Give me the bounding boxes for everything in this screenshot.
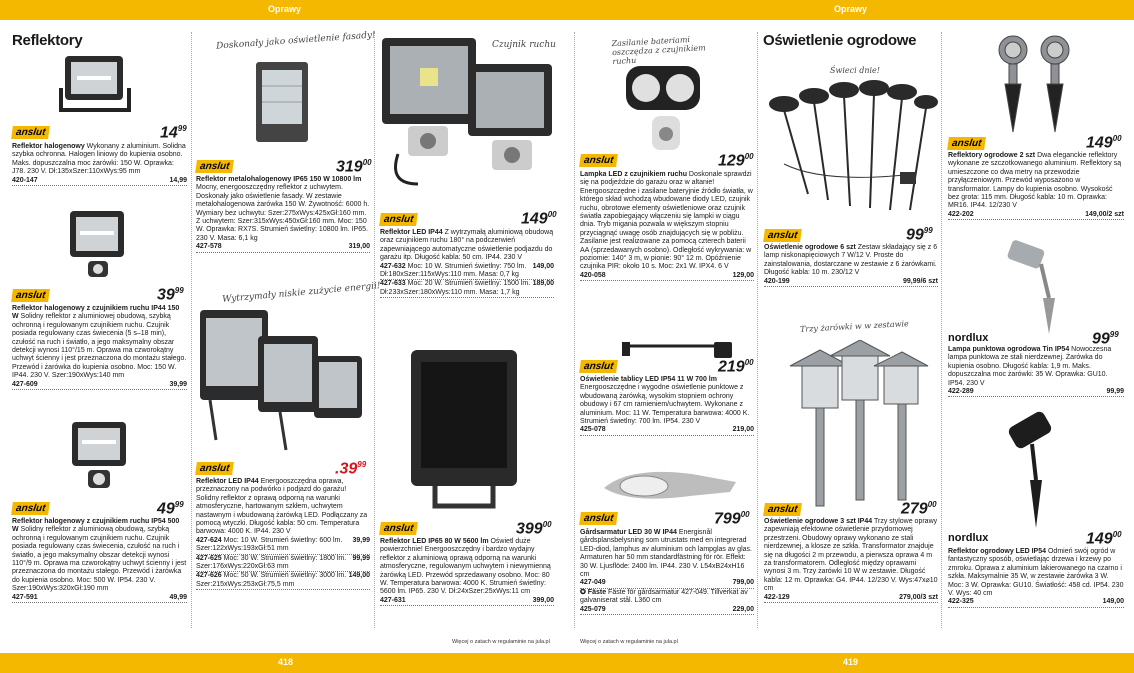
price-p3: $49^{99}$ <box>157 500 184 518</box>
product-name: Lampa punktowa ogrodowa Tin IP54 <box>948 346 1070 353</box>
product-name: Reflektor LED IP65 80 W 5600 lm <box>380 538 489 545</box>
top-band <box>0 0 1134 20</box>
product-led-battery <box>580 171 754 281</box>
product-row: 427-632 Moc: 10 W. Strumień świetlny: 750 lm. Dł:180xSzer:115xWys:110 mm. Masa: 0,7 kg 149,00 <box>380 263 554 281</box>
halogen-sensor-image <box>60 205 140 285</box>
product-row: 422-129 279,00/3 szt <box>764 594 938 603</box>
product-name: Reflektor halogenowy z czujnikiem ruchu IP44 150 W <box>12 305 180 321</box>
product-halogen <box>12 143 187 186</box>
product-led-ip44 <box>196 478 370 590</box>
product-garden-6 <box>764 244 938 287</box>
product-desc: Mocny, energooszczędny reflektor z uchwytem. Doskonały jako oświetlenie fasady. W zestawie metalohalogenowa żarówka 150 W. Żywotność: 6000 h. Wymiary bez uchwytu: Szer:275xWys:425xGł:160 mm. Z uchwytem: Szer:315xWys:450xGł:160 mm. Moc: 150 W. Oprawka: RX7S. Strumień świetlny: 10800 lm. IP65. 230 V. Masa: 6,1 kg <box>196 184 370 242</box>
product-sign-light <box>580 376 754 436</box>
brand-logo: nordlux <box>948 332 989 344</box>
divider <box>191 32 192 628</box>
brand-logo: anslut <box>763 229 802 242</box>
section-title-ogrodowe: Oświetlenie ogrodowe <box>763 32 917 49</box>
product-desc: Solidny reflektor z aluminiową obudową, szybką ochronną i regulowanym czujnikiem ruchu. Czujnik posiada regulowany czas świecenia, czułość na ruch i światło, a jego maksymalny obszar detekcji wynosi 110°/9 m. Oprawa ma czworokątny uchwyt ścienny i jest przeznaczona do montażu stałego. Przewód i żarówka do kupienia osobno. Moc: 500 W. IP54. 230 V. Szer:190xWys:320xGł:190 mm <box>12 526 187 593</box>
price-p4: $319^{00}$ <box>336 158 372 176</box>
section-title-reflektory: Reflektory <box>12 32 83 49</box>
brand-logo: anslut <box>379 213 418 226</box>
product-desc: Z wytrzymałą aluminiową obudową oraz czujnikiem ruchu 180° na podczerwień zapewniającego automatyczne oświetlenie podjazdu do garażu itp. Długość kabla: 50 cm. IP44. 230 V <box>380 229 554 262</box>
price-p14: $99^{99}$ <box>1092 330 1119 348</box>
price-p7: $399^{00}$ <box>516 520 552 538</box>
footer-note: Więcej o zatach w regulaminie na jula.pl <box>580 639 678 645</box>
product-row: 420-058 129,00 <box>580 272 754 281</box>
product-row: 427-578 319,00 <box>196 243 370 252</box>
product-row: 427-049 799,00 <box>580 579 754 588</box>
product-halogen-sensor <box>12 305 187 390</box>
product-row: 427-591 49,99 <box>12 594 187 603</box>
divider <box>757 32 758 628</box>
bottom-band <box>0 653 1134 673</box>
garden-spotlights-2-image <box>985 32 1085 142</box>
product-row: 427-625 Moc: 30 W. Strumień świetlny: 1800 lm. Szer:176xWys:220xGł:63 mm 99,99 <box>196 555 370 573</box>
price-p13: $149^{00}$ <box>1086 134 1122 152</box>
brand-logo: anslut <box>579 360 618 373</box>
brand-logo: anslut <box>11 126 50 139</box>
price-p10: $799^{00}$ <box>714 510 750 528</box>
brand-logo: anslut <box>11 502 50 515</box>
handwritten-note: Trzy żarówki w w zestawie <box>799 319 909 334</box>
led-garden-spot-image <box>1000 410 1080 535</box>
product-desc: Odmień swój ogród w fantastyczny sposób, oświetlając drzewa i krzewy po zmroku. Oprawa z aluminium lakierowanego na czarno i szkła. Maksymalnie 35 W, w zestawie żarówka 3 W. Moc: 3 W. Oprawka: GU10. Światłość: 458 cd. IP54. 230 V. Wys: 40 cm <box>948 548 1124 598</box>
product-desc: Nowoczesna lampa punktowa ze stali nierdzewnej. Żarówka do kupienia osobno. Długość kabla: 1,9 m. Maks. dopuszczalna moc żarówki: 35 W. Oprawka: GU10. IP54. 230 V <box>948 346 1112 387</box>
price-p12: $279^{00}$ <box>901 500 937 518</box>
product-name: Gårdsarmatur LED 30 W IP44 <box>580 529 677 536</box>
price-p8: $129^{00}$ <box>718 152 754 170</box>
product-halogen-500w <box>12 518 187 603</box>
product-name: Oświetlenie ogrodowe 6 szt <box>764 244 856 251</box>
divider <box>941 32 942 628</box>
product-name: Reflektor ogrodowy LED IP54 <box>948 548 1047 555</box>
product-name: Reflektor LED IP44 <box>380 229 443 236</box>
product-name: Reflektor LED IP44 <box>196 478 259 485</box>
handwritten-note: Doskonały jako oświetlenie fasady! <box>215 30 376 52</box>
price-p2: $39^{99}$ <box>157 286 184 304</box>
product-name: Reflektory ogrodowe 2 szt <box>948 152 1036 159</box>
halogen-floodlight-image <box>55 48 135 118</box>
price-p9: $219^{00}$ <box>718 358 754 376</box>
product-row: 427-633 Moc: 20 W. Strumień świetlny: 1500 lm. Dł:233xSzer:180xWys:110 mm. Masa: 1,7 kg 189,00 <box>380 280 554 298</box>
price-p15: $149^{00}$ <box>1086 530 1122 548</box>
product-desc: Oświetl duże powierzchnie! Energooszczędny i bardzo wydajny reflektor z aluminiową oprawą odporną na warunki atmosferyczne, regulowanym uchwytem i niewymienną żarówką LED. Przewód sprzedawany osobno. Moc: 80 W. Temperatura barwowa: 4000 K. Strumień świetlny: 5600 lm. IP65. 230 V. Dł:24xSzer:25xWys:11 cm <box>380 538 551 596</box>
brand-logo: anslut <box>11 289 50 302</box>
product-row: 427-624 Moc: 10 W. Strumień świetlny: 600 lm. Szer:122xWys:193xGł:51 mm 39,99 <box>196 537 370 555</box>
header-right: Oprawy <box>834 4 868 14</box>
product-desc: Zestaw składający się z 6 lamp niskonapięciowych 7 W/12 V. Proste do zainstalowania, dostarczane w zestawie z 6 żarówkami. Długość kabla: 10 m. 230/12 V <box>764 244 938 277</box>
led-battery-lamp-image <box>620 62 710 162</box>
handwritten-note: Wytrzymały niskie zużycie energii! <box>221 281 381 305</box>
page-number-left: 418 <box>278 657 294 667</box>
product-led-sensor <box>380 229 554 298</box>
garden-lights-3-image <box>780 340 930 510</box>
product-row: 422-202 149,00/2 szt <box>948 211 1124 220</box>
product-row: 425-079 229,00 <box>580 606 754 615</box>
product-desc: Energisnål gårdsplansbelysning som utrustats med en integrerad LED-diod, lamphus av aluminium och lampglas av glas. Armaturen har 50 mm standardfästning för rör. Effekt: 30 W. Ljusflöde: 2400 lm. IP44. 230 V. L54xB24xH16 cm <box>580 529 752 579</box>
led-sensor-floodlights-image <box>378 34 572 194</box>
product-name: Oświetlenie tablicy LED IP54 11 W 700 lm <box>580 376 717 383</box>
brand-logo: anslut <box>579 154 618 167</box>
product-desc: Doskonale sprawdzi się na podjeździe do garażu oraz w altanie! Energooszczędne i zasilane bateryjnie źródło światła, w którego skład wchodzą wbudowane diody LED, czujnik ruchu, obrotowe elementy oświetleniowe oraz czujnik światła zapobiegający włączeniu się lampki w ciągu dnia. Tryb migania pozwala w większym stopniu przyciągnąć uwagę osób znajdujących się w pobliżu. Zasilanie jest realizowane za pomocą czterech baterii AA (sprzedawanych osobno). Odległość wykrywania: w poziomie: 140° 3 m, w pionie: 90° 12 m. Opóźnienie czujnika PIR: około 10 s. Moc: 2x1 W. IPX4. 6 V <box>580 171 753 271</box>
product-row: 420-147 14,99 <box>12 177 187 186</box>
product-row: 427-631 399,00 <box>380 597 554 606</box>
product-name: Reflektor halogenowy <box>12 143 85 150</box>
product-name: Lampka LED z czujnikiem ruchu <box>580 171 687 178</box>
product-desc: Energooszczędne i wygodne oświetlenie punktowe z wbudowaną żarówką, wysokim stopniem ochrony obudowy i 67 cm ramieniem/uchwytem. Wykonane z aluminium. Moc: 11 W. Temperatura barwowa: 4000 K. Strumień świetlny: 700 lm. IP54. 230 V <box>580 384 750 426</box>
product-name: Reflektor halogenowy z czujnikiem ruchu IP54 500 W <box>12 518 180 534</box>
product-name: Reflektor metalohalogenowy IP65 150 W 10800 lm <box>196 176 362 183</box>
divider <box>374 32 375 628</box>
handwritten-note: Świeci dnie! <box>830 66 880 75</box>
header-left: Oprawy <box>268 4 302 14</box>
product-row: 427-609 39,99 <box>12 381 187 390</box>
price-p6: $149^{00}$ <box>521 210 557 228</box>
brand-logo: anslut <box>195 462 234 475</box>
yard-light-image <box>600 462 740 512</box>
product-garden-3 <box>764 518 938 603</box>
brand-logo: anslut <box>379 522 418 535</box>
product-desc: Dwa eleganckie reflektory wykonane ze szczotkowanego aluminium. Reflektory są umieszczone co dwa metry na przewodzie przyłączeniowym. Przewód wyposażono w transformator. Lampy do kupienia osobno. Wysokość bez grota: 115 mm. Długość kabla: 10 m. Oprawka: MR16. IP44. 12/230 V <box>948 152 1122 210</box>
product-name: Oświetlenie ogrodowe 3 szt IP44 <box>764 518 873 525</box>
product-garden-spot-2 <box>948 152 1124 220</box>
product-yard-light: Gårdsarmatur LED 30 W IP44 Energisnål gårdsplansbelysning som utrustats med en integrerad LED-diod, lamphus av aluminium och lampglas av glas. Armaturen har 50 mm standardfästning för rör. Effekt: 30 W. Ljusflöde: 2400 lm. IP44. 230 V. L54xB24xH16 cm 427-049 799,00 ✪ Fäste Fäste för gårdsarmatur 427-049. Tillverkat av galvaniserat stål. L360 cm 425-079 229,00 <box>580 529 754 615</box>
product-row: 422-289 99,99 <box>948 388 1124 397</box>
brand-logo: anslut <box>579 512 618 525</box>
product-row: 420-199 99,99/6 szt <box>764 278 938 287</box>
price-p1: $14^{99}$ <box>160 124 187 142</box>
product-tin-spot <box>948 346 1124 397</box>
handwritten-note: Czujnik ruchu <box>492 40 556 50</box>
product-desc: Trzy stylowe oprawy zapewniają efektowne oświetlenie przydomowej przestrzeni. Obudowy oprawy wykonano ze stali nierdzewnej, a klosze ze szkła. Transformator znajduje się na długości 2 m przewodu, a pierwsza oprawa 4 m za transformatorem. Odległość między oprawami wynosi 3 m. Trzy żarówki 10 W w zestawie. Długość kabla: 12 m. Oprawka: G4. IP44. 12/230 V. Wys:47x⌀10 cm <box>764 518 938 593</box>
led-ip65-image <box>405 346 525 514</box>
page-number-right: 419 <box>843 657 859 667</box>
product-row: 422-325 149,00 <box>948 598 1124 607</box>
product-led-ip65 <box>380 538 554 606</box>
brand-logo: nordlux <box>948 532 989 544</box>
metal-halide-image <box>250 56 320 151</box>
product-desc: Wykonany z aluminium. Solidna szybka ochronna. Halogen liniowy do kupienia osobno. Maks. dopuszczalna moc żarówki: 150 W. Oprawka: J78. 230 V. Dł:135xSzer:110xWys:95 mm <box>12 143 186 176</box>
price-p11: $99^{99}$ <box>906 226 933 244</box>
product-metal-halide <box>196 176 370 253</box>
product-row: 425-078 219,00 <box>580 426 754 435</box>
product-led-garden-spot <box>948 548 1124 608</box>
brand-logo: anslut <box>195 160 234 173</box>
halogen-sensor-500w-image <box>62 418 142 498</box>
divider <box>574 32 575 628</box>
product-row: 427-626 Moc: 50 W. Strumień świetlny: 3000 lm. Szer:215xWys:253xGł:75,5 mm 149,00 <box>196 572 370 590</box>
handwritten-note: Zasilanie bateriami oszczędza z czujnikiem ruchu <box>611 35 706 67</box>
product-desc: Energooszczędna oprawa, przeznaczony na podwórko i podjazd do garażu! Solidny reflektor z oprawą odporną na warunki atmosferyczne, hartowanym szkłem, uchwytem nastawnym i wbudowaną żarówką LED. Podłączany za pomocą wtyczki. Długość kabla: 50 cm. Temperatura barwowa: 4000 K. IP44. 230 V <box>196 478 368 536</box>
brand-logo: anslut <box>763 503 802 516</box>
brand-logo: anslut <box>947 137 986 150</box>
footer-note: Więcej o zatach w regulaminie na jula.pl <box>452 639 550 645</box>
tin-spotlight-image <box>1005 238 1085 338</box>
price-p5: $.39^{99}$ <box>335 460 367 478</box>
led-floodlights-image <box>196 300 368 460</box>
product-desc: Solidny reflektor z aluminiowej obudową, szybką ochronną i regulowanym czujnikiem ruchu. Czujnik posiada regulowany czas świecenia (5 s–18 min), czułość na ruch i światło, a jego maksymalny obszar detekcji wynosi 110°/15 m. Oprawa ma czworokątny uchwyt ścienny i jest przeznaczona do montażu stałego. Przewód i żarówka do kupienia osobno. Moc: 150 W. IP44. 230 V. Szer:190xWys:140 mm <box>12 313 187 380</box>
garden-lights-6-image <box>764 74 938 220</box>
